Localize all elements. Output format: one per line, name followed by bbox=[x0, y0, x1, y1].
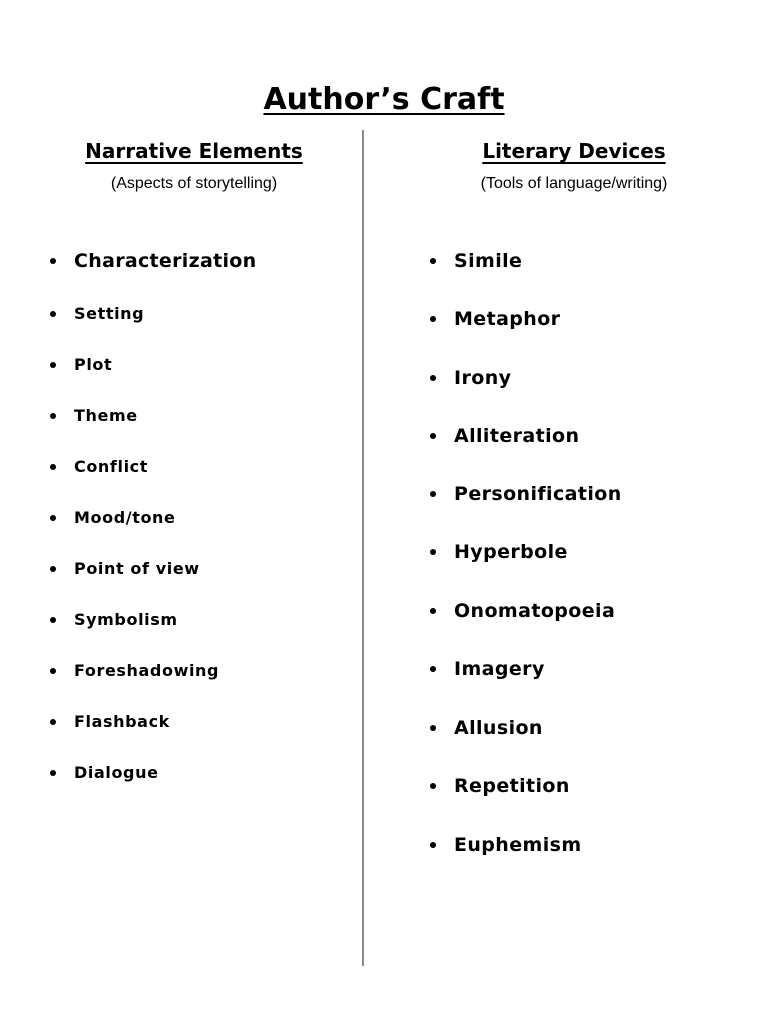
list-item bbox=[50, 559, 200, 578]
list-item bbox=[50, 355, 112, 374]
list-item bbox=[430, 367, 511, 389]
bullet-icon bbox=[50, 311, 56, 317]
bullet-icon bbox=[430, 549, 436, 555]
narrative-elements-column bbox=[14, 136, 374, 194]
list-item-label: Repetition bbox=[454, 775, 570, 797]
bullet-icon bbox=[50, 719, 56, 725]
list-item bbox=[50, 406, 138, 425]
list-item-label: Setting bbox=[74, 304, 145, 323]
bullet-icon bbox=[430, 375, 436, 381]
list-item-label: Dialogue bbox=[74, 763, 159, 782]
bullet-icon bbox=[50, 258, 56, 264]
bullet-icon bbox=[50, 617, 56, 623]
list-item-label: Plot bbox=[74, 355, 113, 374]
literary-devices-subheading: (Tools of language/writing) bbox=[480, 175, 668, 192]
list-item-label: Conflict bbox=[74, 457, 148, 476]
list-item-label: Point of view bbox=[74, 559, 200, 578]
narrative-elements-subheading: (Aspects of storytelling) bbox=[110, 175, 278, 192]
literary-devices-heading: Literary Devices bbox=[482, 139, 666, 163]
bullet-icon bbox=[50, 362, 56, 368]
list-item bbox=[50, 661, 219, 680]
bullet-icon bbox=[430, 258, 436, 264]
bullet-icon bbox=[50, 770, 56, 776]
list-item bbox=[50, 610, 178, 629]
bullet-icon bbox=[50, 464, 56, 470]
list-item-label: Simile bbox=[454, 250, 523, 272]
list-item-label: Mood/tone bbox=[74, 508, 176, 527]
list-item-label: Symbolism bbox=[74, 610, 178, 629]
bullet-icon bbox=[430, 783, 436, 789]
list-item bbox=[430, 775, 570, 797]
list-item-label: Hyperbole bbox=[454, 541, 568, 563]
list-item-label: Irony bbox=[454, 367, 512, 389]
list-item bbox=[430, 717, 543, 739]
list-item bbox=[430, 658, 545, 680]
list-item bbox=[430, 425, 579, 447]
list-item-label: Onomatopoeia bbox=[454, 600, 616, 622]
list-item bbox=[50, 457, 148, 476]
bullet-icon bbox=[50, 566, 56, 572]
list-item-label: Theme bbox=[74, 406, 138, 425]
column-divider bbox=[362, 130, 364, 966]
list-item bbox=[50, 508, 176, 527]
list-item-label: Foreshadowing bbox=[74, 661, 220, 680]
bullet-icon bbox=[50, 515, 56, 521]
bullet-icon bbox=[430, 433, 436, 439]
list-item bbox=[50, 250, 256, 272]
list-item bbox=[430, 600, 615, 622]
bullet-icon bbox=[430, 666, 436, 672]
bullet-icon bbox=[430, 608, 436, 614]
narrative-elements-heading: Narrative Elements bbox=[85, 139, 303, 163]
bullet-icon bbox=[50, 413, 56, 419]
list-item bbox=[430, 308, 560, 330]
list-item bbox=[430, 483, 622, 505]
list-item bbox=[430, 834, 582, 856]
list-item bbox=[430, 250, 522, 272]
list-item-label: Alliteration bbox=[454, 425, 580, 447]
list-item bbox=[50, 712, 170, 731]
page-title: Author’s Craft bbox=[263, 82, 505, 117]
list-item-label: Flashback bbox=[74, 712, 170, 731]
list-item-label: Imagery bbox=[454, 658, 545, 680]
list-item-label: Personification bbox=[454, 483, 622, 505]
bullet-icon bbox=[430, 842, 436, 848]
list-item bbox=[50, 304, 144, 323]
list-item bbox=[50, 763, 159, 782]
list-item-label: Euphemism bbox=[454, 834, 582, 856]
literary-devices-column bbox=[394, 136, 754, 194]
list-item-label: Allusion bbox=[454, 717, 543, 739]
bullet-icon bbox=[430, 725, 436, 731]
bullet-icon bbox=[50, 668, 56, 674]
list-item bbox=[430, 541, 568, 563]
bullet-icon bbox=[430, 491, 436, 497]
bullet-icon bbox=[430, 316, 436, 322]
list-item-label: Metaphor bbox=[454, 308, 561, 330]
list-item-label: Characterization bbox=[74, 250, 257, 272]
